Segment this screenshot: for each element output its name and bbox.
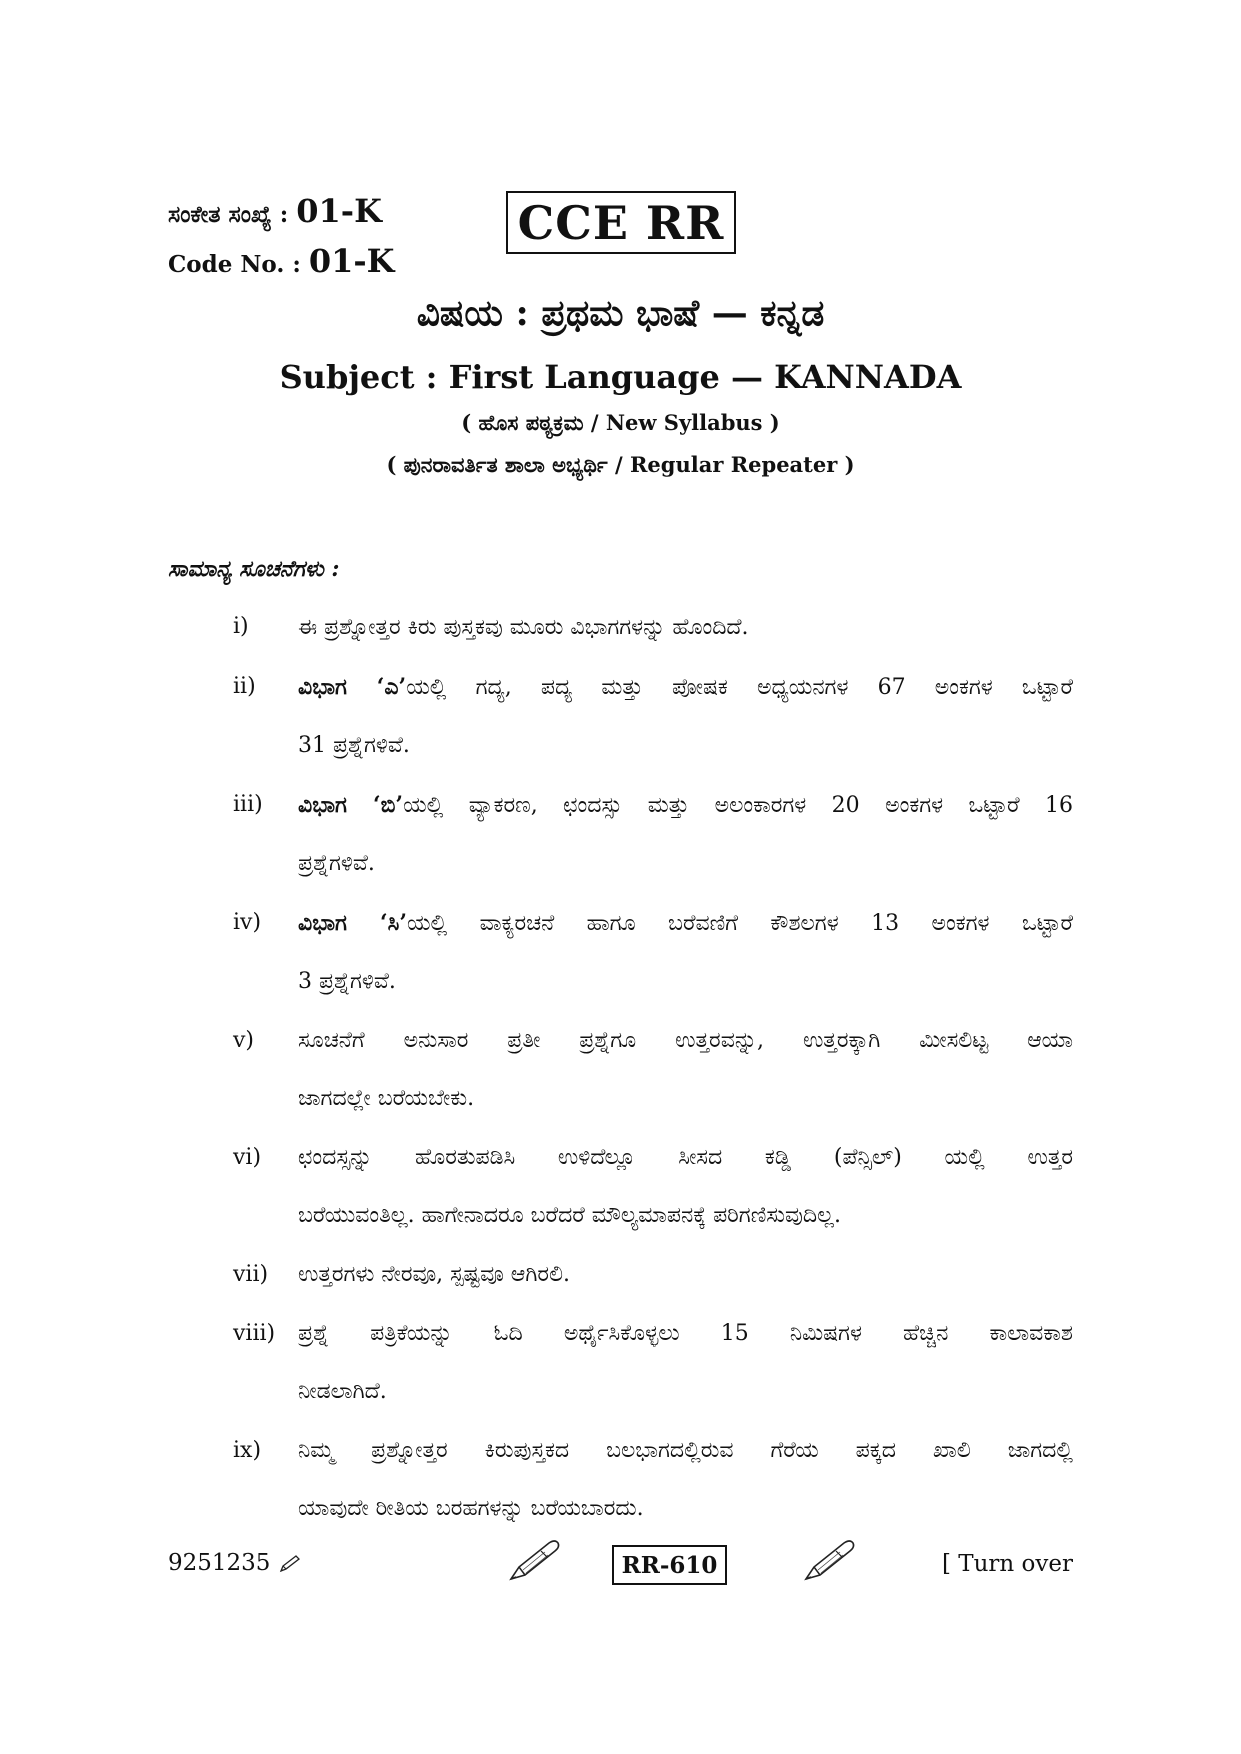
list-item	[233, 1436, 1073, 1524]
footer-code-number: 9251235	[168, 1550, 271, 1576]
item-number: vii)	[233, 1262, 269, 1287]
list-item	[233, 1143, 1073, 1231]
subject-english: Subject : First Language — KANNADA	[279, 358, 962, 396]
item-text-cont: ಬರೆಯುವಂತಿಲ್ಲ. ಹಾಗೇನಾದರೂ ಬರೆದರೆ ಮೌಲ್ಯಮಾಪನಕ್ಕೆ ಪರಿಗಣಿಸುವುದಿಲ್ಲ.	[298, 1203, 841, 1228]
item-text: ಛಂದಸ್ಸನ್ನು ಹೊರತುಪಡಿಸಿ ಉಳಿದೆಲ್ಲೂ ಸೀಸದ ಕಡ್ಡಿ (ಪೆನ್ಸಿಲ್) ಯಲ್ಲಿ ಉತ್ತರ	[298, 1145, 1073, 1170]
fountain-pen-icon	[800, 1537, 858, 1585]
item-number: iii)	[233, 792, 263, 817]
list-item	[233, 1260, 1073, 1290]
item-text-cont: 31 ಪ್ರಶ್ನೆಗಳಿವೆ.	[298, 733, 410, 758]
instructions-list	[233, 612, 1073, 1553]
item-number: vi)	[233, 1145, 262, 1170]
item-number: ii)	[233, 674, 256, 699]
item-text: ಯಲ್ಲಿ ವ್ಯಾಕರಣ, ಛಂದಸ್ಸು ಮತ್ತು ಅಲಂಕಾರಗಳ 20 ಅಂಕಗಳ ಒಟ್ಟಾರೆ 16	[403, 793, 1073, 818]
list-item	[233, 672, 1073, 761]
item-text: ಸೂಚನೆಗೆ ಅನುಸಾರ ಪ್ರತೀ ಪ್ರಶ್ನೆಗೂ ಉತ್ತರವನ್ನು, ಉತ್ತರಕ್ಕಾಗಿ ಮೀಸಲಿಟ್ಟ ಆಯಾ	[298, 1028, 1073, 1053]
item-text: ನಿಮ್ಮ ಪ್ರಶ್ನೋತ್ತರ ಕಿರುಪುಸ್ತಕದ ಬಲಭಾಗದಲ್ಲಿರುವ ಗೆರೆಯ ಪಕ್ಕದ ಖಾಲಿ ಜಾಗದಲ್ಲಿ	[298, 1438, 1073, 1463]
item-text: ಈ ಪ್ರಶ್ನೋತ್ತರ ಕಿರು ಪುಸ್ತಕವು ಮೂರು ವಿಭಾಗಗಳನ್ನು ಹೊಂದಿದೆ.	[298, 615, 749, 640]
list-item	[233, 1026, 1073, 1114]
item-text-cont: 3 ಪ್ರಶ್ನೆಗಳಿವೆ.	[298, 969, 396, 994]
section-label: ವಿಭಾಗ ‘ಸಿ’	[298, 910, 407, 936]
turn-over-label: [ Turn over	[941, 1551, 1073, 1577]
item-text-cont: ಪ್ರಶ್ನೆಗಳಿವೆ.	[298, 851, 375, 876]
item-text: ಯಲ್ಲಿ ಗದ್ಯ, ಪದ್ಯ ಮತ್ತು ಪೋಷಕ ಅಧ್ಯಯನಗಳ 67 ಅಂಕಗಳ ಒಟ್ಟಾರೆ	[406, 675, 1073, 700]
item-number: iv)	[233, 910, 262, 935]
list-item	[233, 1319, 1073, 1407]
item-text-cont: ಯಾವುದೇ ರೀತಿಯ ಬರಹಗಳನ್ನು ಬರೆಯಬಾರದು.	[298, 1496, 644, 1521]
item-text: ಉತ್ತರಗಳು ನೇರವೂ, ಸ್ಪಷ್ಟವೂ ಆಗಿರಲಿ.	[298, 1262, 570, 1287]
item-number: viii)	[233, 1321, 276, 1346]
code-en-value: 01-K	[308, 242, 395, 280]
footer-code	[168, 1550, 302, 1576]
code-number-kannada	[168, 192, 382, 230]
pencil-icon	[278, 1554, 302, 1574]
section-label: ವಿಭಾಗ ‘ಬಿ’	[298, 792, 404, 818]
instructions-heading: ಸಾಮಾನ್ಯ ಸೂಚನೆಗಳು :	[168, 556, 340, 582]
fountain-pen-icon	[505, 1537, 563, 1585]
code-kn-label: ಸಂಕೇತ ಸಂಖ್ಯೆ :	[168, 201, 289, 228]
code-kn-value: 01-K	[296, 192, 382, 230]
item-text: ಪ್ರಶ್ನೆ ಪತ್ರಿಕೆಯನ್ನು ಓದಿ ಅರ್ಥೈಸಿಕೊಳ್ಳಲು 15 ನಿಮಿಷಗಳ ಹೆಚ್ಚಿನ ಕಾಲಾವಕಾಶ	[298, 1321, 1073, 1346]
section-label: ವಿಭಾಗ ‘ಎ’	[298, 674, 407, 700]
item-number: i)	[233, 614, 249, 639]
item-number: ix)	[233, 1438, 262, 1463]
item-text-cont: ಜಾಗದಲ್ಲೇ ಬರೆಯಬೇಕು.	[298, 1086, 475, 1111]
item-number: v)	[233, 1028, 255, 1053]
code-number-english	[168, 242, 394, 280]
list-item	[233, 790, 1073, 879]
subject-kannada: ವಿಷಯ : ಪ್ರಥಮ ಭಾಷೆ — ಕನ್ನಡ	[416, 292, 825, 334]
cce-rr-box: CCE RR	[506, 191, 736, 254]
repeater-note: ( ಪುನರಾವರ್ತಿತ ಶಾಲಾ ಅಭ್ಯರ್ಥಿ / Regular Repeater )	[386, 452, 855, 477]
rr-610-box: RR-610	[612, 1545, 727, 1585]
item-text: ಯಲ್ಲಿ ವಾಕ್ಯರಚನೆ ಹಾಗೂ ಬರೆವಣಿಗೆ ಕೌಶಲಗಳ 13 ಅಂಕಗಳ ಒಟ್ಟಾರೆ	[407, 911, 1074, 936]
code-en-label: Code No. :	[168, 251, 301, 278]
syllabus-note: ( ಹೊಸ ಪಠ್ಯಕ್ರಮ / New Syllabus )	[461, 410, 780, 435]
item-text-cont: ನೀಡಲಾಗಿದೆ.	[298, 1379, 387, 1404]
list-item	[233, 908, 1073, 997]
list-item	[233, 612, 1073, 643]
